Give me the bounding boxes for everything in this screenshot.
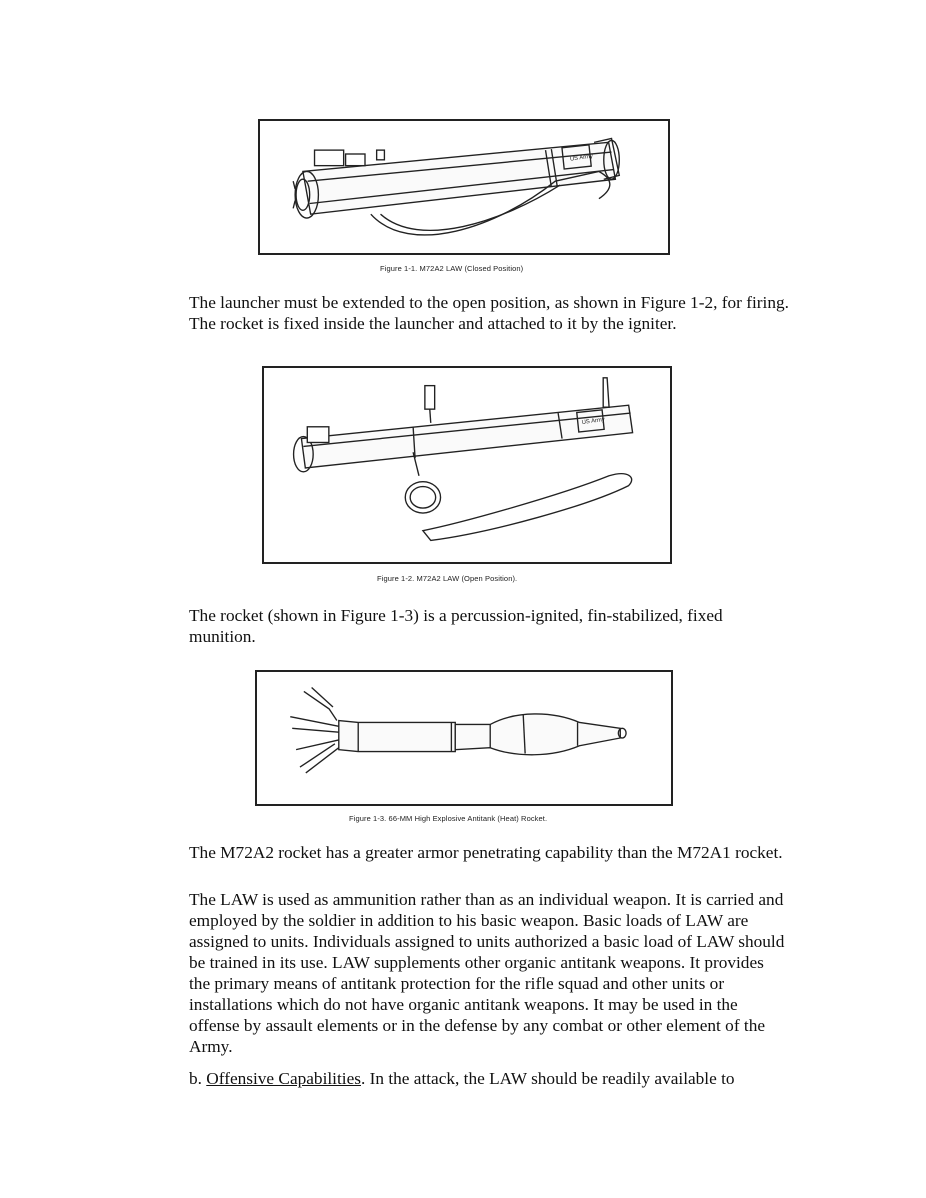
closed-launcher-illustration — [260, 121, 668, 253]
launcher-label-text: US Army — [569, 153, 594, 163]
paragraph-law-usage: The LAW is used as ammunition rather than as an individual weapon. It is carried and employed by the soldier in addition to his basic weapon. Basic loads of LAW are assigned to units. Individuals assigned to units authorized a basic load of LAW should be trained in its use. LAW supplements other organic antitank weapons. It provides the primary means of antitank protection for the rifle squad and other units or installations which do not have organic antitank weapons. It may be used in the offense by assault elements or in the defense by any combat or other element of the Army. — [189, 890, 785, 1056]
figure-1-1-caption: Figure 1-1. M72A2 LAW (Closed Position) — [380, 264, 524, 273]
figure-1-1 — [258, 119, 670, 255]
figure-1-3-caption: Figure 1-3. 66-MM High Explosive Antitank (Heat) Rocket. — [349, 814, 548, 823]
rocket-illustration — [257, 672, 671, 804]
launcher-open-label-text: US Army — [581, 416, 606, 427]
figure-1-2 — [262, 366, 672, 564]
offensive-capabilities-text: . In the attack, the LAW should be readily available to — [360, 1069, 735, 1088]
offensive-capabilities-heading: Offensive Capabilities — [206, 1069, 361, 1088]
figure-1-2-caption: Figure 1-2. M72A2 LAW (Open Position). — [377, 574, 518, 583]
paragraph-launcher-open: The launcher must be extended to the open position, as shown in Figure 1-2, for firing. The rocket is fixed inside the launcher and attached to it by the igniter. — [189, 293, 789, 333]
figure-1-3 — [255, 670, 673, 806]
open-launcher-illustration — [264, 368, 670, 562]
paragraph-offensive-capabilities — [189, 1068, 789, 1089]
paragraph-rocket-description: The rocket (shown in Figure 1-3) is a percussion-ignited, fin-stabilized, fixed munition. — [189, 606, 723, 646]
section-letter: b. — [189, 1069, 207, 1088]
paragraph-m72a2-capability: The M72A2 rocket has a greater armor penetrating capability than the M72A1 rocket. — [189, 843, 783, 862]
